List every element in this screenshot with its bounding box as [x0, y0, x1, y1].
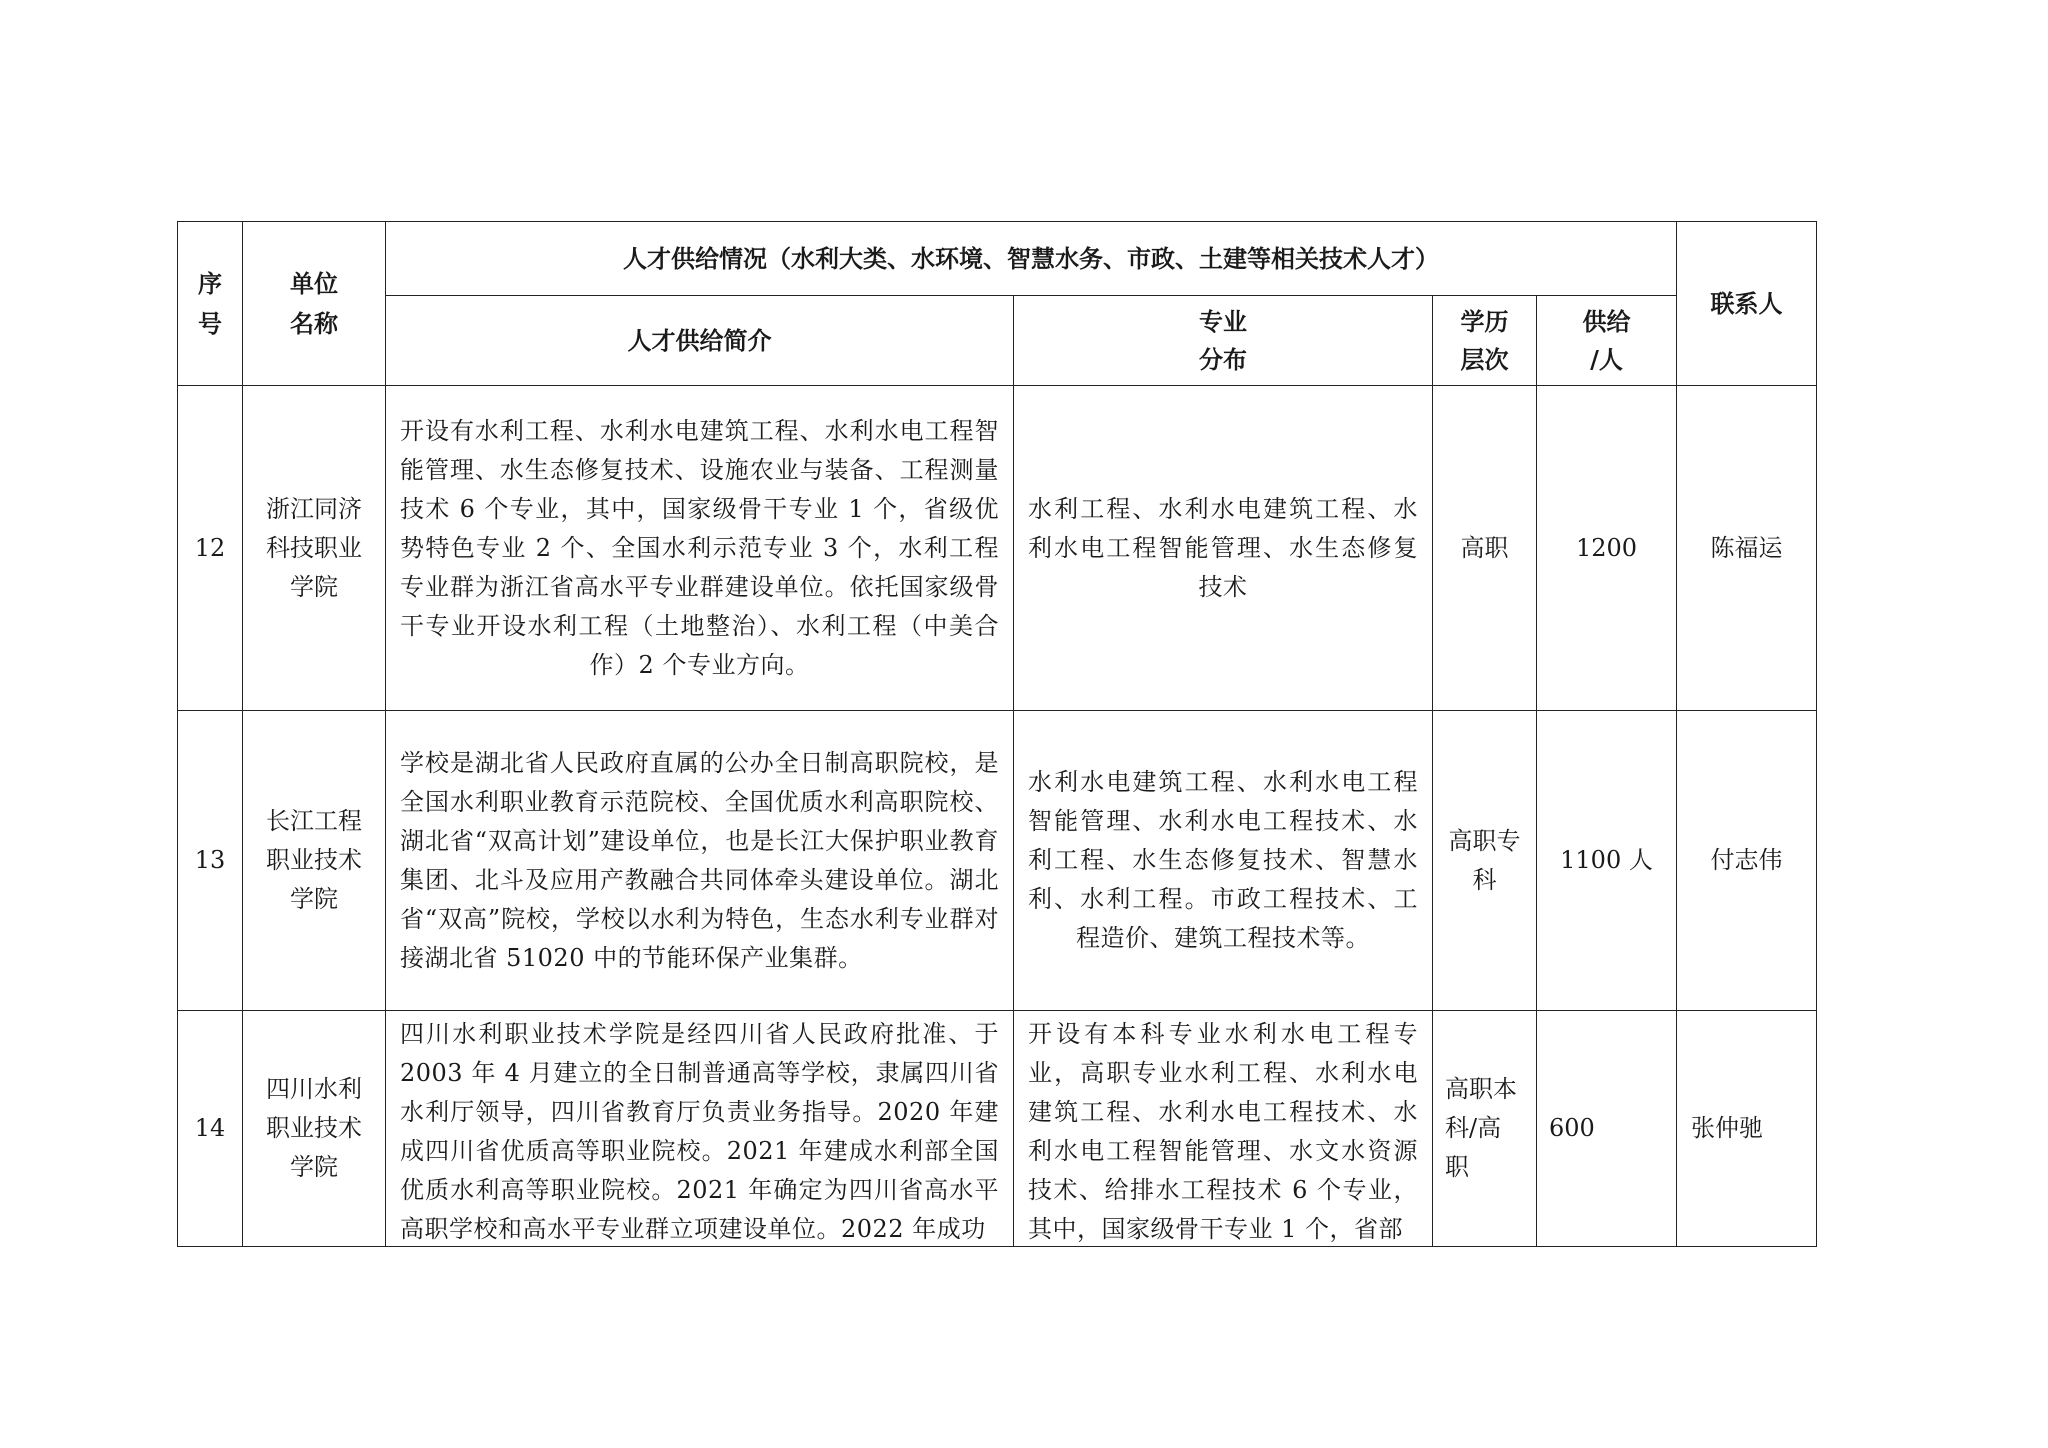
- row-intro: 开设有水利工程、水利水电建筑工程、水利水电工程智能管理、水生态修复技术、设施农业与装备、工程测量技术 6 个专业，其中，国家级骨干专业 1 个，省级优势特色专业 2 个、全国水利示范专业 3 个，水利工程专业群为浙江省高水平专业群建设单位。依托国家级骨干专业开设水利工程（土地整治）、水利工程（中美合作）2 个专业方向。: [386, 386, 1014, 711]
- row-unit-name: 浙江同济科技职业学院: [243, 386, 386, 711]
- row-contact: 付志伟: [1677, 711, 1817, 1011]
- row-major: 水利工程、水利水电建筑工程、水利水电工程智能管理、水生态修复技术: [1014, 386, 1433, 711]
- row-count: 600: [1537, 1011, 1677, 1247]
- row-education: 高职本科/高职: [1433, 1011, 1537, 1247]
- row-contact: 张仲驰: [1677, 1011, 1817, 1247]
- row-education: 高职: [1433, 386, 1537, 711]
- row-unit-name: 长江工程职业技术学院: [243, 711, 386, 1011]
- header-supply-group: 人才供给情况（水利大类、水环境、智慧水务、市政、土建等相关技术人才）: [386, 222, 1677, 296]
- header-row-bottom: [178, 296, 1817, 386]
- header-intro: 人才供给简介: [386, 296, 1014, 386]
- row-seq: 14: [178, 1011, 243, 1247]
- table-row: [178, 711, 1817, 1011]
- table-row: [178, 1011, 1817, 1247]
- row-major: 开设有本科专业水利水电工程专业，高职专业水利工程、水利水电建筑工程、水利水电工程技术、水利水电工程智能管理、水文水资源技术、给排水工程技术 6 个专业，其中，国家级骨干专业 1 个，省部: [1014, 1011, 1433, 1247]
- row-education: 高职专科: [1433, 711, 1537, 1011]
- talent-supply-table: [177, 221, 1817, 1247]
- header-seq: 序 号: [178, 222, 243, 386]
- header-contact: 联系人: [1677, 222, 1817, 386]
- row-count: 1200: [1537, 386, 1677, 711]
- header-education: 学历 层次: [1433, 296, 1537, 386]
- row-seq: 12: [178, 386, 243, 711]
- table-row: [178, 386, 1817, 711]
- header-count: 供给 /人: [1537, 296, 1677, 386]
- row-seq: 13: [178, 711, 243, 1011]
- header-major: 专业 分布: [1014, 296, 1433, 386]
- row-intro: 学校是湖北省人民政府直属的公办全日制高职院校，是全国水利职业教育示范院校、全国优质水利高职院校、湖北省“双高计划”建设单位，也是长江大保护职业教育集团、北斗及应用产教融合共同体牵头建设单位。湖北省“双高”院校，学校以水利为特色，生态水利专业群对接湖北省 51020 中的节能环保产业集群。: [386, 711, 1014, 1011]
- row-count: 1100 人: [1537, 711, 1677, 1011]
- row-major: 水利水电建筑工程、水利水电工程智能管理、水利水电工程技术、水利工程、水生态修复技术、智慧水利、水利工程。市政工程技术、工程造价、建筑工程技术等。: [1014, 711, 1433, 1011]
- header-row-top: [178, 222, 1817, 296]
- row-intro: 四川水利职业技术学院是经四川省人民政府批准、于 2003 年 4 月建立的全日制普通高等学校，隶属四川省水利厅领导，四川省教育厅负责业务指导。2020 年建成四川省优质高等职业院校。2021 年建成水利部全国优质水利高等职业院校。2021 年确定为四川省高水平高职学校和高水平专业群立项建设单位。2022 年成功: [386, 1011, 1014, 1247]
- row-contact: 陈福运: [1677, 386, 1817, 711]
- header-unit: 单位 名称: [243, 222, 386, 386]
- row-unit-name: 四川水利职业技术学院: [243, 1011, 386, 1247]
